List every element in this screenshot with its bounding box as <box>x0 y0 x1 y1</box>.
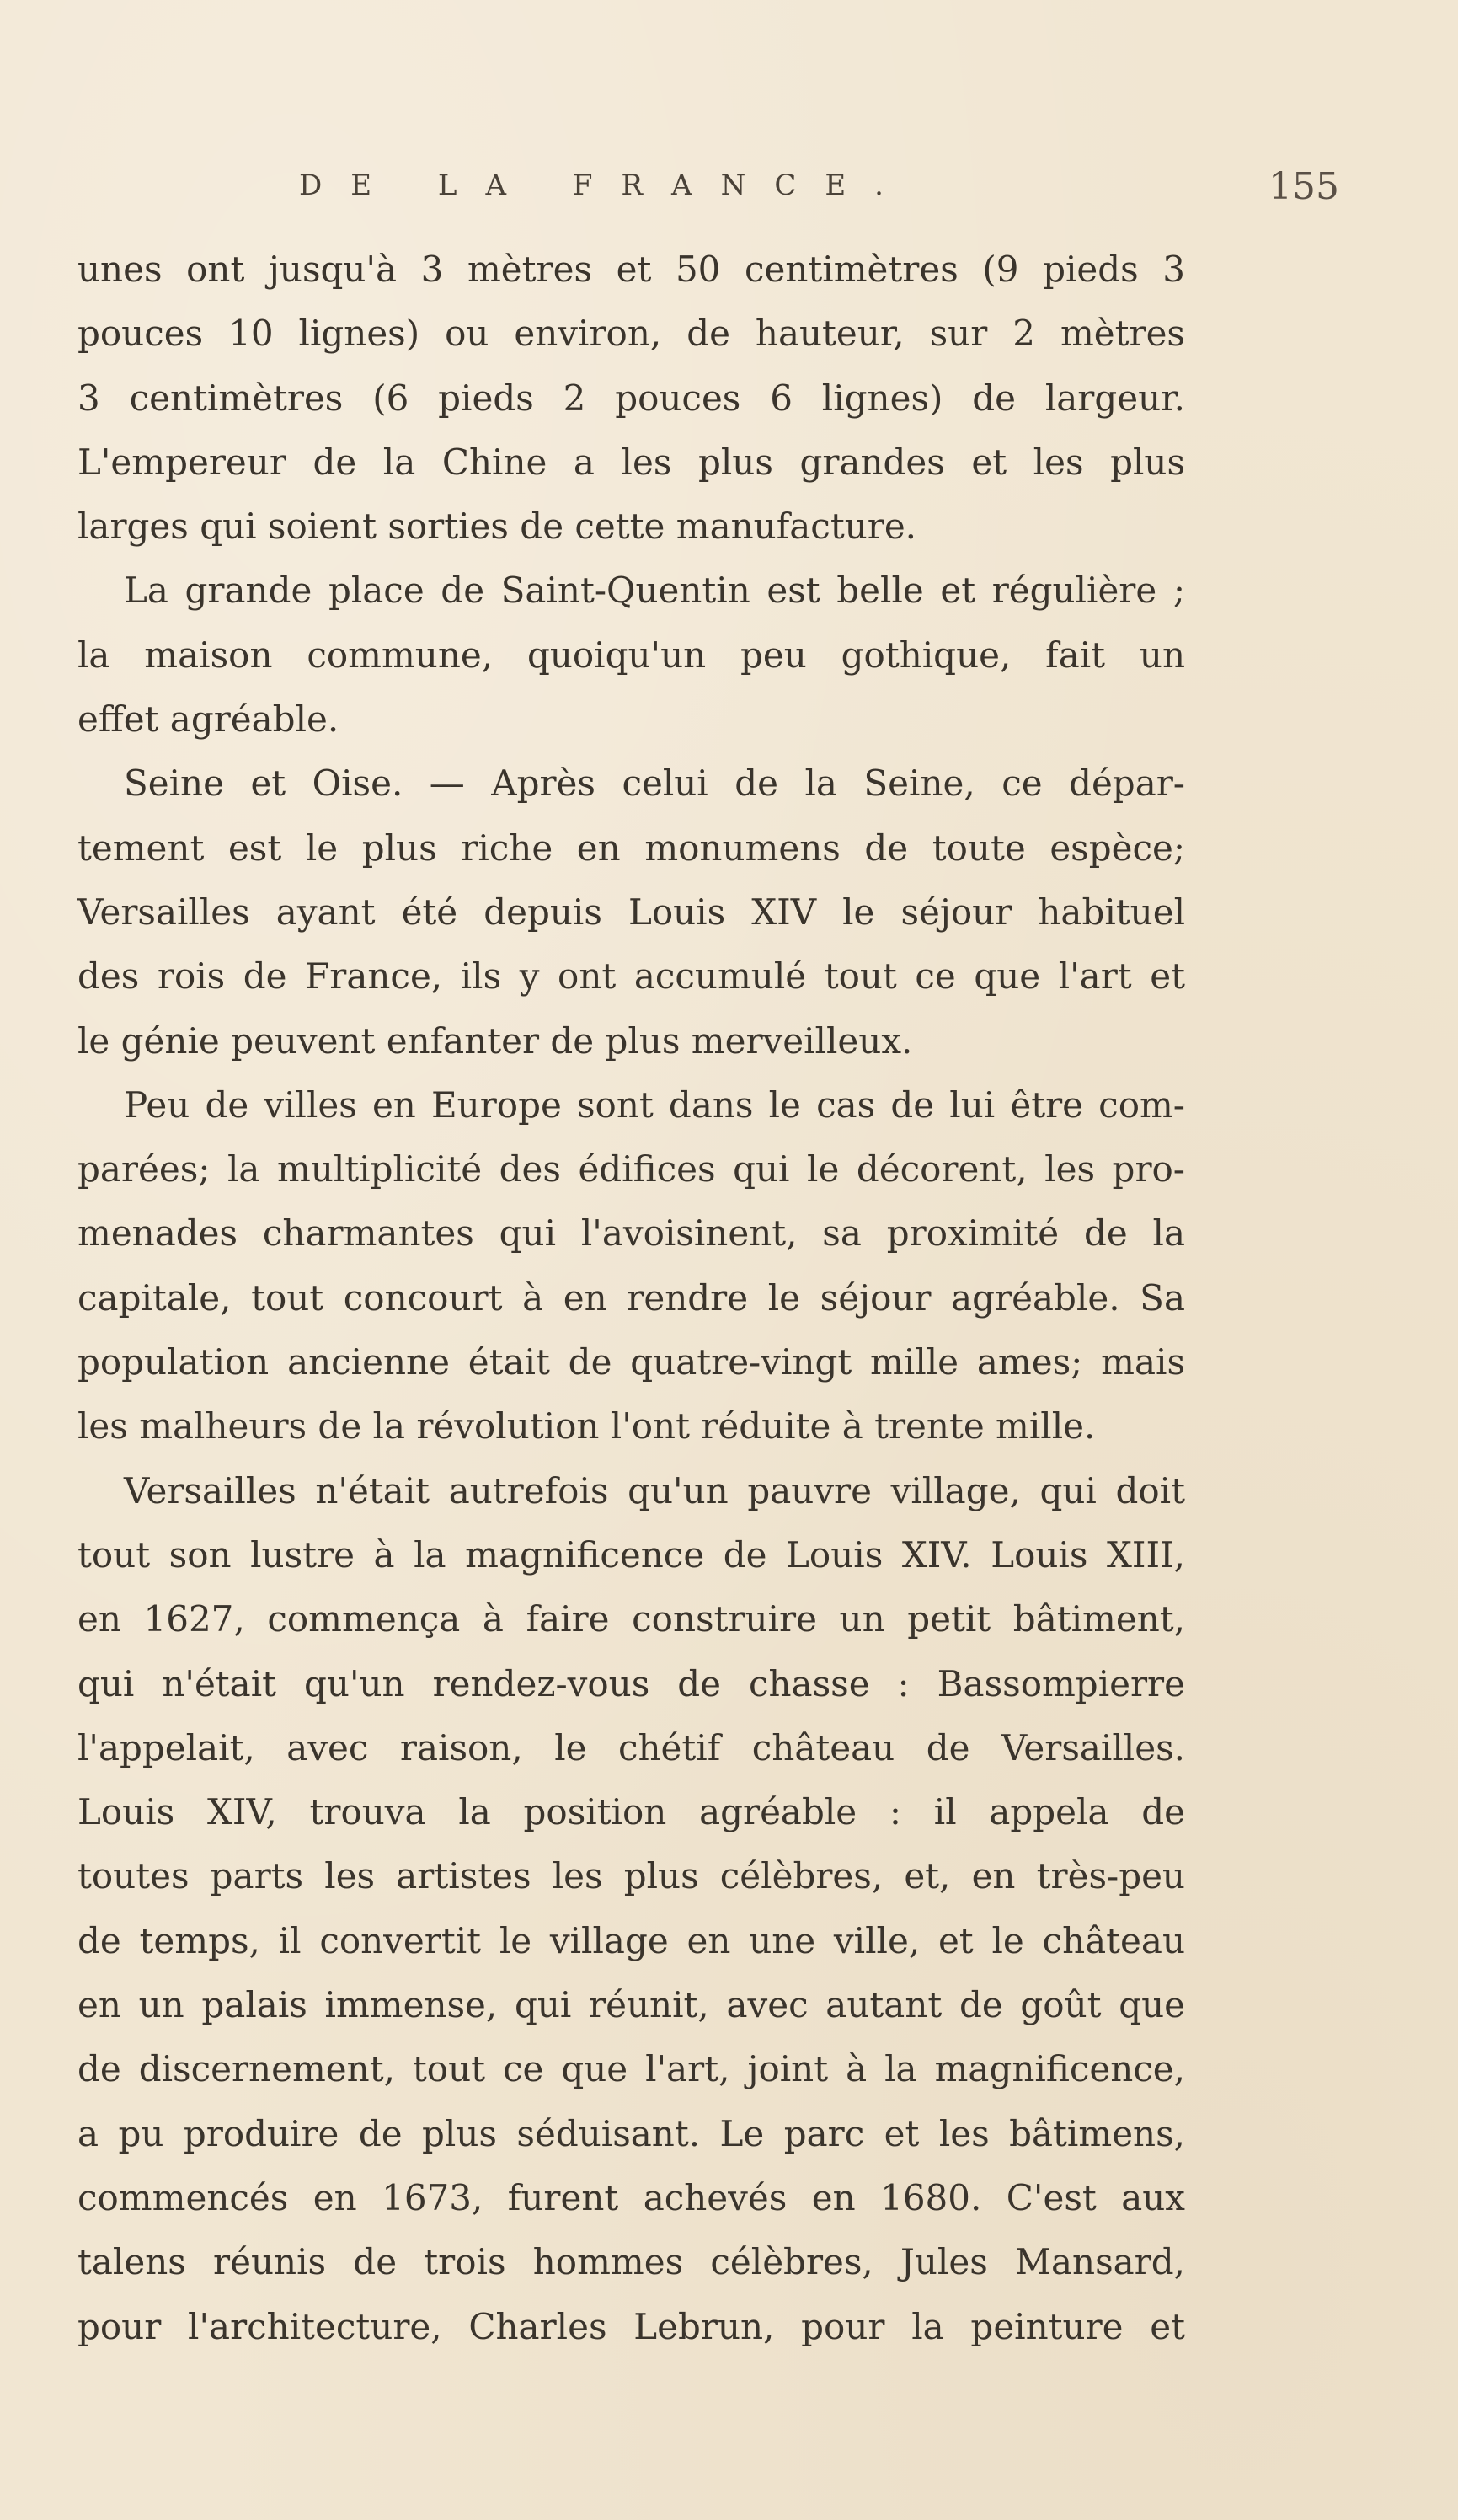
text-line: en 1627, commença à faire construire un petit bâtiment, <box>77 1598 1185 1640</box>
text-line: les malheurs de la révolution l'ont réduite à trente mille. <box>77 1405 1096 1447</box>
text-line: commencés en 1673, furent achevés en 1680. C'est aux <box>77 2176 1185 2218</box>
text-line: Seine et Oise. — Après celui de la Seine, ce dépar- <box>124 762 1185 805</box>
text-line: La grande place de Saint-Quentin est belle et régulière ; <box>124 570 1185 612</box>
text-line: talens réunis de trois hommes célèbres, Jules Mansard, <box>77 2241 1185 2283</box>
text-line: effet agréable. <box>77 698 339 741</box>
text-line: parées; la multiplicité des édifices qui le décorent, les pro- <box>77 1148 1185 1190</box>
text-line: population ancienne était de quatre-vingt mille ames; mais <box>77 1341 1185 1383</box>
text-line: qui n'était qu'un rendez-vous de chasse : Bassompierre <box>77 1662 1185 1704</box>
text-line: menades charmantes qui l'avoisinent, sa proximité de la <box>77 1212 1185 1255</box>
text-line: Peu de villes en Europe sont dans le cas de lui être com- <box>124 1083 1185 1126</box>
text-line: des rois de France, ils y ont accumulé tout ce que l'art et <box>77 955 1185 998</box>
text-line: la maison commune, quoiqu'un peu gothique, fait un <box>77 634 1185 676</box>
text-line: Versailles n'était autrefois qu'un pauvre village, qui doit <box>124 1469 1185 1511</box>
text-line: l'appelait, avec raison, le chétif château de Versailles. <box>77 1726 1185 1768</box>
text-line: 3 centimètres (6 pieds 2 pouces 6 lignes) de largeur. <box>77 377 1185 419</box>
text-line: de discernement, tout ce que l'art, joint à la magnificence, <box>77 2048 1185 2090</box>
text-line: pour l'architecture, Charles Lebrun, pour la peinture et <box>77 2305 1185 2347</box>
text-line: de temps, il convertit le village en une ville, et le château <box>77 1919 1185 1961</box>
text-line: toutes parts les artistes les plus célèbres, et, en très-peu <box>77 1855 1185 1897</box>
text-line: larges qui soient sorties de cette manufacture. <box>77 506 917 548</box>
text-line: unes ont jusqu'à 3 mètres et 50 centimètres (9 pieds 3 <box>77 249 1185 290</box>
text-line: le génie peuvent enfanter de plus merveilleux. <box>77 1019 913 1062</box>
page-number: 155 <box>1268 165 1339 208</box>
text-line: tout son lustre à la magnificence de Louis XIV. Louis XIII, <box>77 1533 1185 1576</box>
text-line: Louis XIV, trouva la position agréable : il appela de <box>77 1791 1185 1833</box>
text-line: en un palais immense, qui réunit, avec autant de goût que <box>77 1984 1185 2026</box>
body-text <box>77 238 1185 2359</box>
running-head <box>76 165 1356 227</box>
text-line: L'empereur de la Chine a les plus grandes et les plus <box>77 441 1185 483</box>
running-title: DE LA FRANCE. <box>299 169 912 202</box>
text-line: Versailles ayant été depuis Louis XIV le séjour habituel <box>77 891 1185 933</box>
text-line: tement est le plus riche en monumens de toute espèce; <box>77 827 1185 869</box>
text-line: a pu produire de plus séduisant. Le parc et les bâtimens, <box>77 2112 1185 2154</box>
text-line: capitale, tout concourt à en rendre le séjour agréable. Sa <box>77 1276 1185 1319</box>
text-line: pouces 10 lignes) ou environ, de hauteur, sur 2 mètres <box>77 313 1185 355</box>
